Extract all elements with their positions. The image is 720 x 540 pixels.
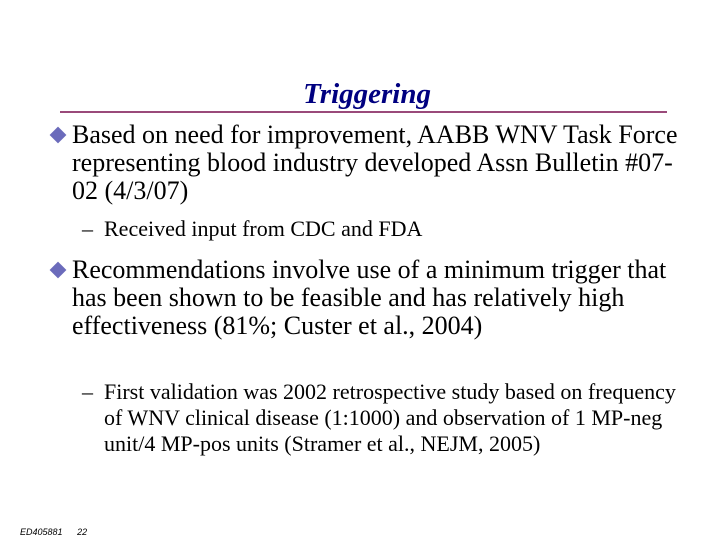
sub-bullet-text: Received input from CDC and FDA	[104, 216, 423, 241]
title-underline	[60, 111, 667, 113]
slide-footer	[20, 527, 87, 537]
footer-code: ED405881	[20, 527, 63, 537]
slide-title: Triggering	[303, 78, 431, 110]
bullet-text: Based on need for improvement, AABB WNV Task Force representing blood industry developed Assn Bulletin #07-02 (4/3/07)	[72, 120, 678, 205]
dash-bullet-icon: –	[82, 216, 93, 241]
sub-bullet-item	[82, 379, 682, 457]
dash-bullet-icon: –	[82, 379, 93, 404]
sub-bullet-item	[82, 216, 682, 242]
bullet-item	[50, 256, 690, 340]
page-number: 22	[77, 527, 88, 537]
bullet-item	[50, 121, 690, 205]
bullet-text: Recommendations involve use of a minimum trigger that has been shown to be feasible and has relatively high effectiveness (81%; Custer et al., 2004)	[72, 255, 667, 340]
sub-bullet-text: First validation was 2002 retrospective study based on frequency of WNV clinical disease (1:1000) and observation of 1 MP-neg unit/4 MP-pos units (Stramer et al., NEJM, 2005)	[104, 379, 676, 456]
